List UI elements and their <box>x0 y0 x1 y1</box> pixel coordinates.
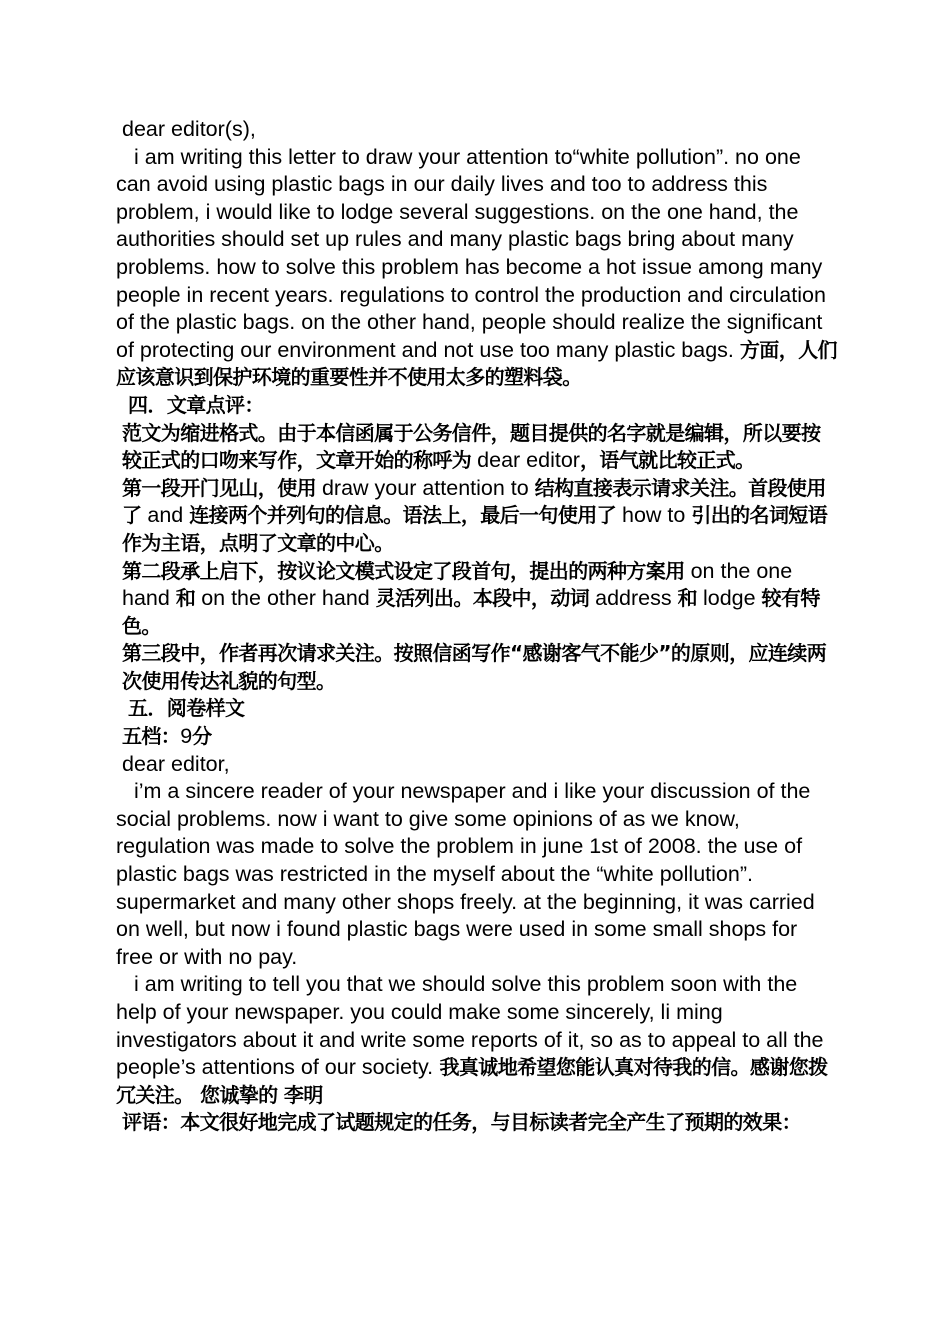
grade-unit: 分 <box>192 724 212 749</box>
review-p2-b: draw your attention to <box>316 475 535 500</box>
section-5-heading: 五．阅卷样文 <box>128 696 245 721</box>
sample-paragraph-2-cn: 我真诚地希望您能认真对待我的信。感谢您拨冗关注。 您诚挚的 李明 <box>116 1055 828 1107</box>
grade-line <box>116 723 838 751</box>
sample-paragraph-1-text: i’m a sincere reader of your newspaper and i like your discussion of the social problems. now i want to give some opinions of as we know, regulation was made to solve the problem in june 1st of 2008. the use of plastic bags was restricted in the myself about the “white pollution”. supermarket and many other shops freely. at the beginning, it was carried on well, but now i found plastic bags were used in some small shops for free or with no pay. <box>116 779 815 969</box>
review-p2-e: 连接两个并列句的信息。语法上，最后一句使用了 <box>189 503 617 528</box>
review-p2-a: 第一段开门见山，使用 <box>122 475 316 500</box>
sample-paragraph-1 <box>116 778 838 971</box>
review-paragraph-4: 第三段中，作者再次请求关注。按照信函写作“感谢客气不能少”的原则，应连续两次使用传达礼貌的句型。 <box>122 641 827 693</box>
review-p2-d: and <box>141 503 190 528</box>
sample-comment: 评语：本文很好地完成了试题规定的任务，与目标读者完全产生了预期的效果： <box>122 1110 801 1135</box>
section-4-heading: 四．文章点评： <box>128 392 264 417</box>
review-p3-d: on the other hand <box>195 586 376 611</box>
review-p3-a: 第二段承上启下，按议论文模式设定了段首句，提出的两种方案用 <box>122 558 685 583</box>
letter-paragraph-1-cn: 方面，人们应该意识到保护环境的重要性并不使用太多的塑料袋。 <box>116 337 837 390</box>
review-p2-g: 引出的名词短语作为主语，点明了文章的中心。 <box>122 503 828 555</box>
document-body <box>116 116 838 1137</box>
grade-label: 五档： <box>122 724 181 749</box>
review-paragraph-3 <box>116 558 838 641</box>
review-p3-g: 和 <box>677 586 697 611</box>
letter-paragraph-1 <box>116 144 838 392</box>
sample-paragraph-2-text: i am writing to tell you that we should solve this problem soon with the help of your newspaper. you could make some sincerely, li ming investigators about it and write some reports of it, so as to appeal to all the people’s attentions of our society. <box>116 972 824 1080</box>
review-p3-i: 较有特色。 <box>122 586 820 638</box>
review-paragraph-2 <box>116 475 838 558</box>
letter-greeting: dear editor(s), <box>122 117 256 141</box>
sample-greeting: dear editor, <box>122 751 230 776</box>
review-p2-f: how to <box>616 503 692 528</box>
review-p3-f: address <box>589 586 678 611</box>
letter-paragraph-1-text: i am writing this letter to draw your attention to“white pollution”. no one can avoid using plastic bags in our daily lives and too to address this problem, i would like to lodge several suggestions. on the one hand, the authorities should set up rules and many plastic bags bring about many problems. how to solve this problem has become a hot issue among many people in recent years. regulations to control the production and circulation of the plastic bags. on the other hand, people should realize the significant of protecting our environment and not use too many plastic bags. <box>116 144 826 362</box>
review-paragraph-1 <box>116 420 838 475</box>
grade-score: 9 <box>180 724 193 749</box>
review-p3-b: on the one hand <box>122 558 793 611</box>
review-p3-e: 灵活列出。本段中，动词 <box>375 586 590 611</box>
review-p3-c: 和 <box>175 586 196 611</box>
review-p1-b: dear editor <box>471 448 580 473</box>
review-p1-a: 范文为缩进格式。由于本信函属于公务信件，题目提供的名字就是编辑，所以要按较正式的口吻来写作，文章开始的称呼为 <box>122 420 821 473</box>
sample-paragraph-2 <box>116 971 838 1109</box>
review-p1-c: ，语气就比较正式。 <box>579 448 755 473</box>
review-p2-c: 结构直接表示请求关注。首段使用了 <box>122 475 826 528</box>
review-p3-h: lodge <box>696 586 762 611</box>
